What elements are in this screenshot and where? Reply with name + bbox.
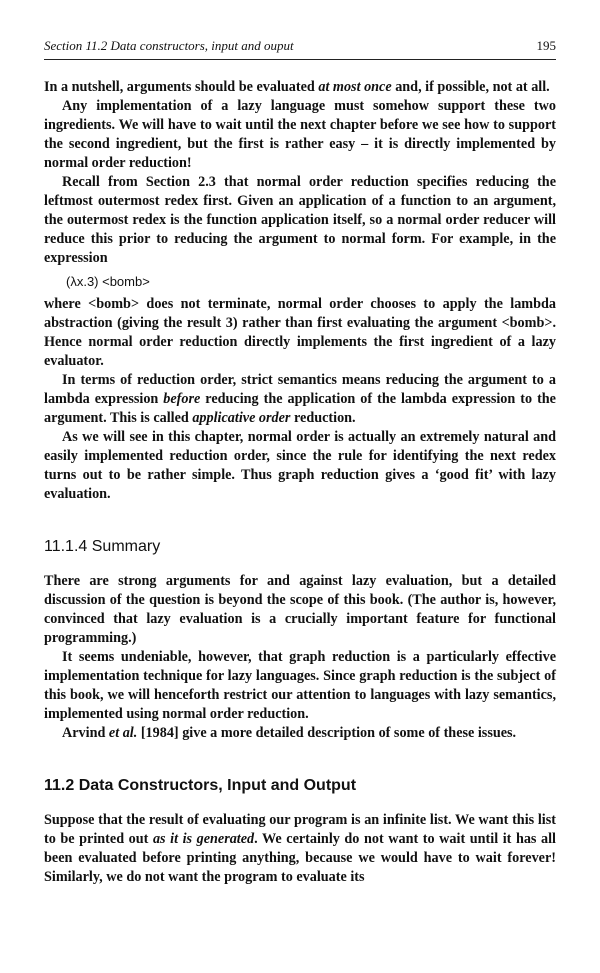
page-number: 195 bbox=[536, 38, 556, 53]
text-run: Arvind bbox=[62, 725, 109, 741]
paragraph-implementation: Any implementation of a lazy language must somehow support these two ingredients. We will have to wait until the next chapter before we see how to support the second ingredient, but the first is rather easy – it is directly implemented by normal order reduction! bbox=[44, 98, 556, 171]
running-header bbox=[44, 38, 556, 60]
emphasis: as it is generated bbox=[152, 831, 255, 847]
paragraph-graph-reduction-fit: As we will see in this chapter, normal order is actually an extremely natural and easily implemented reduction order, since the rule for identifying the next redex turns out to be rather simple. Thus graph reduction gives a ‘good fit’ with lazy evaluation. bbox=[44, 429, 556, 502]
text-run: reduction. bbox=[290, 410, 356, 426]
text-run: Suppose that the result of evaluating our program is an infinite list. We want this list to be printed out bbox=[44, 812, 556, 847]
text-run: [1984] give a more detailed description of some of these issues. bbox=[137, 725, 517, 741]
page-body bbox=[44, 78, 556, 887]
text-run: and, if possible, not at all. bbox=[391, 79, 550, 95]
code-expression: (λx.3) <bomb> bbox=[66, 274, 150, 289]
paragraph-arvind bbox=[44, 724, 556, 743]
emphasis: at most once bbox=[318, 79, 392, 95]
paragraph-normal-order: Recall from Section 2.3 that normal order reduction specifies reducing the leftmost outermost redex first. Given an application of a function to an argument, the outermost redex is the function application itself, so a normal order reducer will reduce this prior to reducing the argument to normal form. For example, in the expression bbox=[44, 174, 556, 266]
paragraph-infinite-list bbox=[44, 811, 556, 887]
paragraph-undeniable: It seems undeniable, however, that graph reduction is a particularly effective implementation technique for lazy languages. Since graph reduction is the subject of this book, we will henceforth restrict our attention to languages with lazy semantics, implemented using normal order reduction. bbox=[44, 649, 556, 722]
subsection-heading-summary: 11.1.4 Summary bbox=[44, 538, 161, 555]
emphasis: before bbox=[163, 391, 201, 407]
paragraph-strict-semantics bbox=[44, 371, 556, 428]
paragraph-bomb: where <bomb> does not terminate, normal order chooses to apply the lambda abstraction (giving the result 3) rather than first evaluating the argument <bomb>. Hence normal order reduction directly implements the first ingredient of a lazy evaluator. bbox=[44, 296, 556, 369]
paragraph-arguments: There are strong arguments for and against lazy evaluation, but a detailed discussion of the question is beyond the scope of this book. (The author is, however, convinced that lazy evaluation is a crucially important feature for functional programming.) bbox=[44, 573, 556, 646]
text-run: In a nutshell, arguments should be evaluated bbox=[44, 79, 319, 95]
text-run: In terms of reduction order, strict semantics means reducing the argument to a lambda expression bbox=[44, 372, 556, 407]
section-heading-data-constructors: 11.2 Data Constructors, Input and Output bbox=[44, 777, 357, 794]
text-run: . We certainly do not want to wait until it has all been evaluated before printing anything, because we would have to wait forever! Similarly, we do not want the program to evaluate its bbox=[44, 831, 556, 885]
paragraph-nutshell bbox=[44, 78, 556, 97]
emphasis: et al. bbox=[108, 725, 138, 741]
section-title: Section 11.2 Data constructors, input and ouput bbox=[44, 38, 294, 53]
text-run: reducing the application of the lambda expression to the argument. This is called bbox=[44, 391, 556, 426]
emphasis: applicative order bbox=[192, 410, 291, 426]
